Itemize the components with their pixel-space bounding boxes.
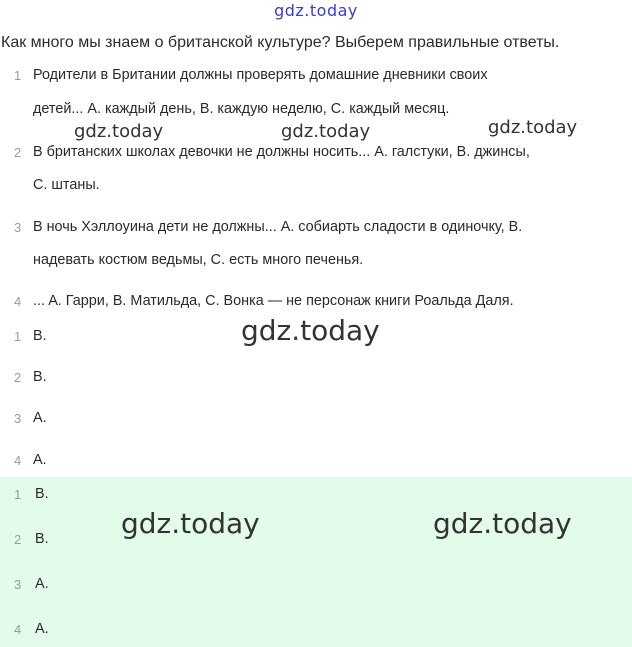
question-line: В британских школах девочки не должны носить... A. галстуки, B. джинсы,: [33, 144, 530, 160]
answer-number: 4: [14, 453, 22, 468]
highlighted-answers-block: [0, 477, 632, 647]
answer-value: B.: [33, 328, 47, 344]
watermark: gdz.today: [433, 507, 572, 540]
question-line: ... A. Гарри, B. Матильда, C. Вонка — не персонаж книги Роальда Даля.: [33, 293, 514, 309]
watermark: gdz.today: [488, 117, 578, 138]
answer-value: A.: [33, 452, 47, 468]
watermark: gdz.today: [281, 121, 371, 142]
watermark: gdz.today: [241, 314, 380, 347]
answer-number: 2: [14, 532, 22, 547]
question-line: детей... A. каждый день, B. каждую неделю, C. каждый месяц.: [33, 101, 450, 117]
watermark: gdz.today: [74, 121, 164, 142]
exercise-prompt: Как много мы знаем о британской культуре? Выберем правильные ответы.: [1, 34, 560, 51]
answer-value: B.: [35, 531, 49, 547]
watermark-header: gdz.today: [274, 1, 358, 20]
question-line: надевать костюм ведьмы, C. есть много печенья.: [33, 252, 364, 268]
answer-value: A.: [35, 576, 49, 592]
answer-number: 3: [14, 577, 22, 592]
question-number: 2: [14, 145, 22, 160]
question-number: 3: [14, 220, 22, 235]
answer-number: 1: [14, 329, 22, 344]
answer-number: 2: [14, 370, 22, 385]
question-line: Родители в Британии должны проверять домашние дневники своих: [33, 67, 488, 83]
answer-value: A.: [33, 410, 47, 426]
watermark: gdz.today: [121, 507, 260, 540]
question-number: 4: [14, 294, 22, 309]
answer-value: B.: [35, 486, 49, 502]
answer-number: 4: [14, 622, 22, 637]
answer-value: A.: [35, 621, 49, 637]
question-number: 1: [14, 68, 22, 83]
answer-value: B.: [33, 369, 47, 385]
question-line: В ночь Хэллоуина дети не должны... A. собиарть сладости в одиночку, B.: [33, 219, 523, 235]
answer-number: 1: [14, 487, 22, 502]
question-line: C. штаны.: [33, 177, 100, 193]
answer-number: 3: [14, 411, 22, 426]
